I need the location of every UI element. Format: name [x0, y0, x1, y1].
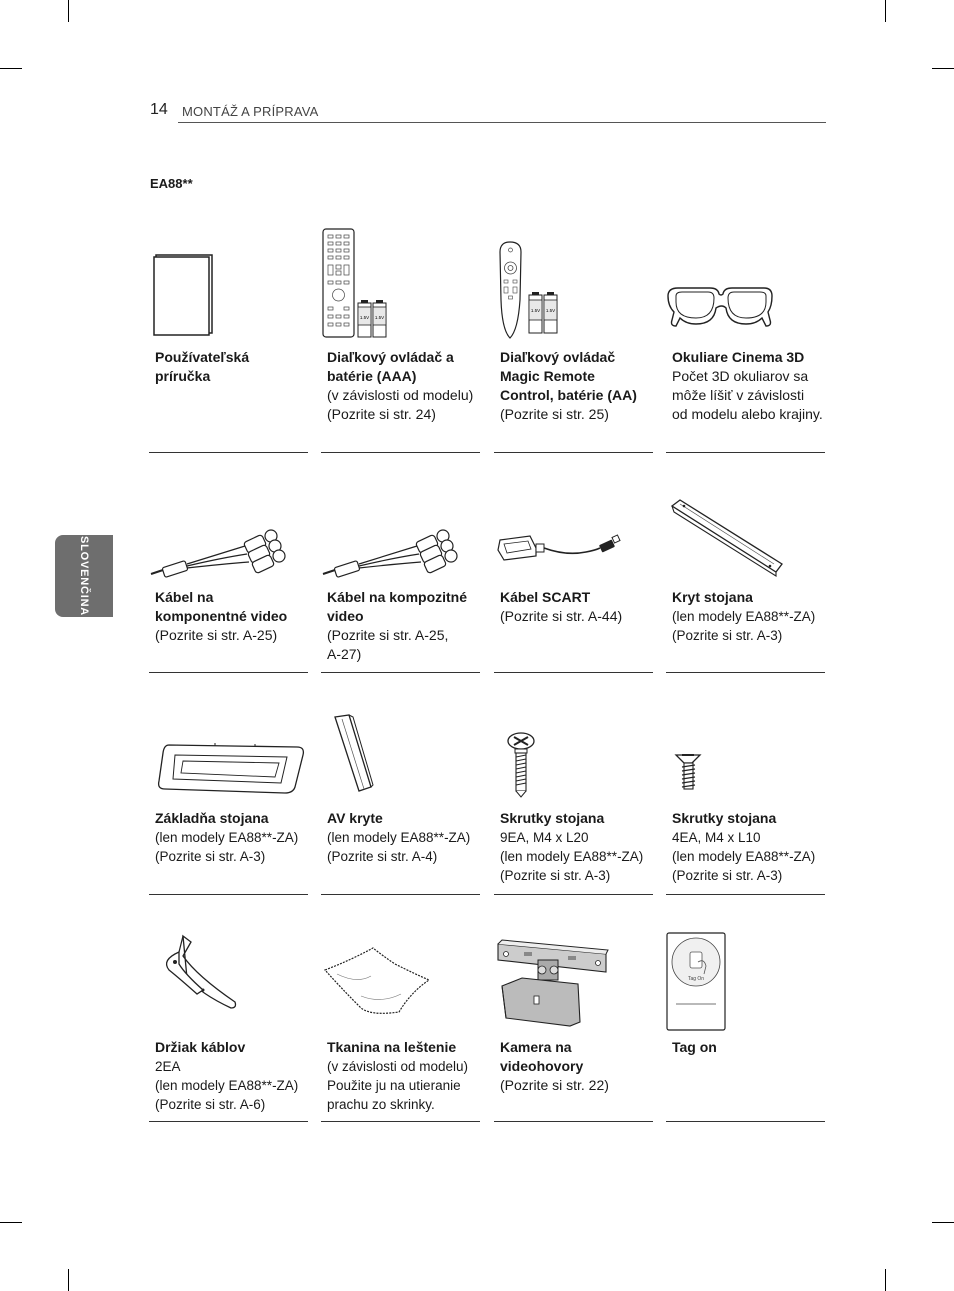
magic-remote-icon [496, 240, 562, 340]
battery-label: 1.5V [359, 315, 370, 320]
language-label: SLOVENČINA [78, 535, 90, 617]
short-screw-icon [674, 751, 704, 795]
item-long-screw [494, 673, 653, 896]
item-rule [666, 1121, 825, 1122]
item-description: (v závislosti od modelu) Použite ju na utieranie prachu zo skrinky. [327, 1059, 469, 1112]
item-title: Tag on [672, 1039, 717, 1055]
crop-mark [932, 1222, 954, 1223]
crop-mark [0, 1222, 22, 1223]
scart-cable-icon [496, 530, 626, 570]
item-av-cover [321, 673, 480, 896]
item-remote-aaa [321, 222, 480, 454]
item-description: 2EA (len modely EA88**-ZA) (Pozrite si str. A-6) [155, 1059, 299, 1112]
remote-aaa-icon [321, 227, 391, 339]
header-rule [178, 122, 826, 123]
item-description: (len modely EA88**-ZA) (Pozrite si str. A-3) [155, 830, 299, 864]
item-user-manual [149, 222, 308, 454]
composite-cable-icon [321, 524, 461, 584]
stand-cover-icon [670, 498, 790, 578]
item-description: (len modely EA88**-ZA) (Pozrite si str. A-4) [327, 830, 471, 864]
item-description: 9EA, M4 x L20 (len modely EA88**-ZA) (Pozrite si str. A-3) [500, 830, 644, 883]
item-magic-remote [494, 222, 653, 454]
video-camera-icon [496, 938, 612, 1028]
battery-label: 1.5V [530, 308, 541, 313]
item-title: Držiak káblov [155, 1039, 246, 1055]
item-3d-glasses [666, 222, 825, 454]
section-title: MONTÁŽ A PRÍPRAVA [182, 104, 319, 119]
crop-mark [68, 1269, 69, 1291]
av-cover-icon [331, 713, 379, 797]
item-rule [494, 1121, 653, 1122]
item-description: (Pozrite si str. 25) [500, 406, 609, 422]
crop-mark [0, 68, 22, 69]
item-title: Kábel na komponentné video [155, 589, 288, 624]
item-title: Diaľkový ovládač Magic Remote Control, batérie (AA) [500, 349, 637, 403]
item-tag-on [666, 894, 825, 1124]
crop-mark [932, 68, 954, 69]
item-video-camera [494, 894, 653, 1124]
item-title: Kryt stojana [672, 589, 753, 605]
item-description: Počet 3D okuliarov sa môže líšiť v závislosti od modelu alebo krajiny. [672, 368, 823, 422]
cable-holder-icon [157, 934, 241, 1014]
item-description: (Pozrite si str. A-25, A-27) [327, 627, 449, 662]
item-title: Kamera na videohovory [500, 1039, 584, 1074]
item-stand-cover [666, 452, 825, 674]
3d-glasses-icon [666, 284, 776, 332]
item-composite-cable [321, 452, 480, 674]
battery-label: 1.5V [374, 315, 385, 320]
item-title: Skrutky stojana [500, 810, 605, 826]
item-short-screw [666, 673, 825, 896]
page-number: 14 [150, 101, 168, 118]
item-title: Okuliare Cinema 3D [672, 349, 805, 365]
item-scart-cable [494, 452, 653, 674]
item-title: Základňa stojana [155, 810, 269, 826]
item-rule [149, 1121, 308, 1122]
item-title: Používateľská príručka [155, 349, 250, 384]
item-description: (v závislosti od modelu) (Pozrite si str. 24) [327, 387, 474, 422]
item-description: (len modely EA88**-ZA) (Pozrite si str. A-3) [672, 609, 816, 643]
model-label: EA88** [150, 176, 193, 191]
item-description: (Pozrite si str. 22) [500, 1077, 609, 1093]
tag-on-label: Tag On [687, 976, 705, 982]
item-component-cable [149, 452, 308, 674]
polishing-cloth-icon [321, 946, 433, 1020]
item-title: Kábel SCART [500, 589, 591, 605]
item-title: Skrutky stojana [672, 810, 777, 826]
item-title: AV kryte [327, 810, 383, 826]
item-description: 4EA, M4 x L10 (len modely EA88**-ZA) (Pozrite si str. A-3) [672, 830, 816, 883]
item-description: (Pozrite si str. A-44) [500, 608, 623, 624]
item-cable-holder [149, 894, 308, 1124]
item-polishing-cloth [321, 894, 480, 1124]
long-screw-icon [504, 729, 538, 799]
component-cable-icon [149, 524, 289, 584]
item-title: Kábel na kompozitné video [327, 589, 468, 624]
language-side-tab [55, 535, 113, 617]
crop-mark [68, 0, 69, 22]
item-title: Diaľkový ovládač a batérie (AAA) [327, 349, 454, 384]
stand-base-icon [155, 739, 307, 799]
item-rule [321, 1121, 480, 1122]
tag-on-icon [666, 932, 728, 1032]
item-stand-base [149, 673, 308, 896]
crop-mark [885, 0, 886, 22]
crop-mark [885, 1269, 886, 1291]
item-title: Tkanina na leštenie [327, 1039, 457, 1055]
item-description: (Pozrite si str. A-25) [155, 627, 278, 643]
manual-book-icon [153, 254, 215, 336]
battery-label: 1.5V [545, 308, 556, 313]
